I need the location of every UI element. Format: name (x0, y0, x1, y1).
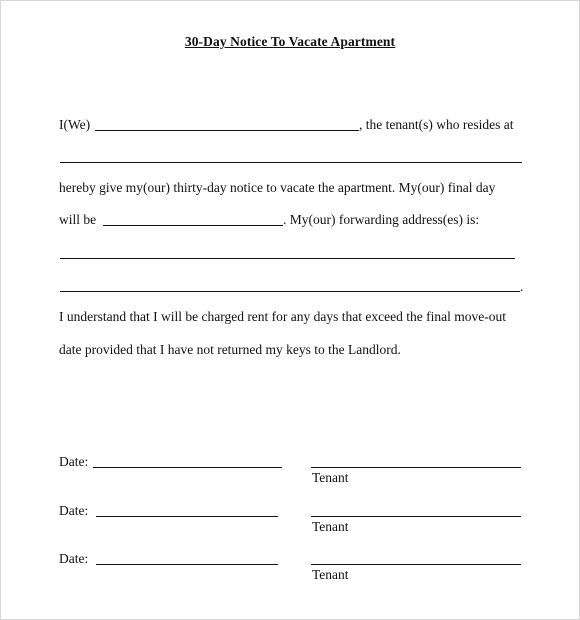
tenant-label-2: Tenant (312, 519, 349, 534)
date-label-1: Date: (59, 454, 89, 469)
tenant-signature-blank-1[interactable] (311, 467, 521, 468)
tenant-name-prefix: I(We) (59, 117, 91, 132)
date-label-3: Date: (59, 551, 89, 566)
date-blank-1[interactable] (93, 467, 282, 468)
forwarding-address-blank-1[interactable] (60, 258, 515, 259)
notice-statement: hereby give my(our) thirty-day notice to vacate the apartment. My(our) final day (59, 180, 496, 195)
tenant-name-blank[interactable] (95, 130, 359, 131)
rent-charge-statement-1: I understand that I will be charged rent for any days that exceed the final move-out (59, 309, 506, 324)
final-day-blank[interactable] (103, 225, 283, 226)
document-title: 30-Day Notice To Vacate Apartment (184, 34, 396, 49)
tenant-resides-text: , the tenant(s) who resides at (359, 117, 514, 132)
tenant-label-3: Tenant (312, 567, 349, 582)
address-end-period: . (520, 279, 524, 294)
date-blank-2[interactable] (96, 516, 278, 517)
forwarding-address-label: . My(our) forwarding address(es) is: (283, 212, 480, 227)
tenant-label-1: Tenant (312, 470, 349, 485)
date-label-2: Date: (59, 503, 89, 518)
rent-charge-statement-2: date provided that I have not returned my keys to the Landlord. (59, 342, 401, 357)
residence-address-blank[interactable] (60, 162, 522, 163)
will-be-label: will be (59, 212, 97, 227)
forwarding-address-blank-2[interactable] (60, 291, 520, 292)
tenant-signature-blank-3[interactable] (311, 564, 521, 565)
date-blank-3[interactable] (96, 564, 278, 565)
tenant-signature-blank-2[interactable] (311, 516, 521, 517)
